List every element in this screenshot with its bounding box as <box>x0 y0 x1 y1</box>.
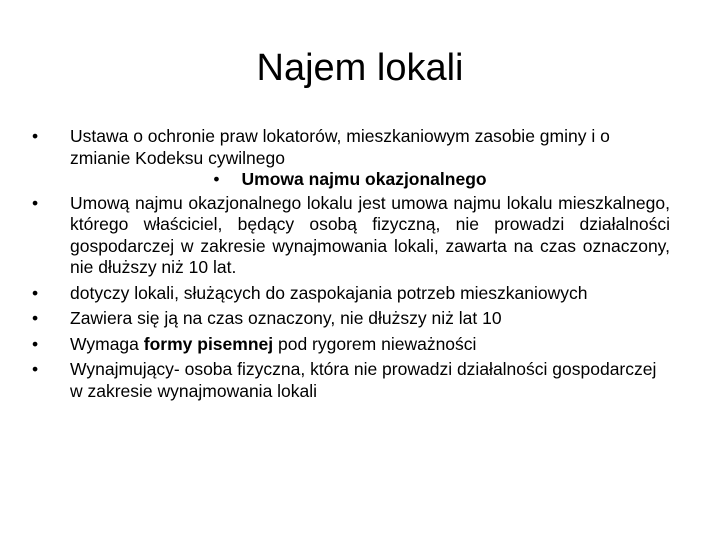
slide-title: Najem lokali <box>256 47 464 89</box>
bullet-icon: • <box>32 359 39 379</box>
bullet-icon: • <box>32 308 39 328</box>
list-item-text: Umową najmu okazjonalnego lokalu jest umowa najmu lokalu mieszkalnego, którego właściciel, będący osobą fizyczną, nie prowadzi działalności gospodarczej w zakresie wynajmowania lokali, zawarta na czas oznaczony, nie dłuższy niż 10 lat. <box>70 192 670 277</box>
list-item-subheading <box>30 169 670 191</box>
bullet-icon: • <box>32 333 39 354</box>
list-item-text: Umowa najmu okazjonalnego <box>241 169 487 189</box>
list-item <box>30 126 670 169</box>
list-item-text: Zawiera się ją na czas oznaczony, nie dłuższy niż lat 10 <box>70 308 502 328</box>
list-item <box>30 193 670 279</box>
bullet-icon: • <box>32 192 39 213</box>
bullet-icon: • <box>32 282 39 303</box>
list-item <box>30 359 670 402</box>
list-item <box>30 334 670 356</box>
list-item-text: Wymaga formy pisemnej pod rygorem nieważności <box>70 333 477 354</box>
bullet-icon: • <box>32 126 39 146</box>
list-item-text: Wynajmujący- osoba fizyczna, która nie prowadzi działalności gospodarczej w zakresie wynajmowania lokali <box>70 359 657 401</box>
list-item <box>30 283 670 305</box>
list-item-text: Ustawa o ochronie praw lokatorów, mieszkaniowym zasobie gminy i o zmianie Kodeksu cywilnego <box>70 126 610 168</box>
list-item <box>30 308 670 330</box>
emphasis-text: formy pisemnej <box>143 333 274 354</box>
bullet-icon: • <box>213 169 220 189</box>
bullet-list <box>30 126 670 406</box>
list-item-text: dotyczy lokali, służących do zaspokajania potrzeb mieszkaniowych <box>70 282 588 303</box>
